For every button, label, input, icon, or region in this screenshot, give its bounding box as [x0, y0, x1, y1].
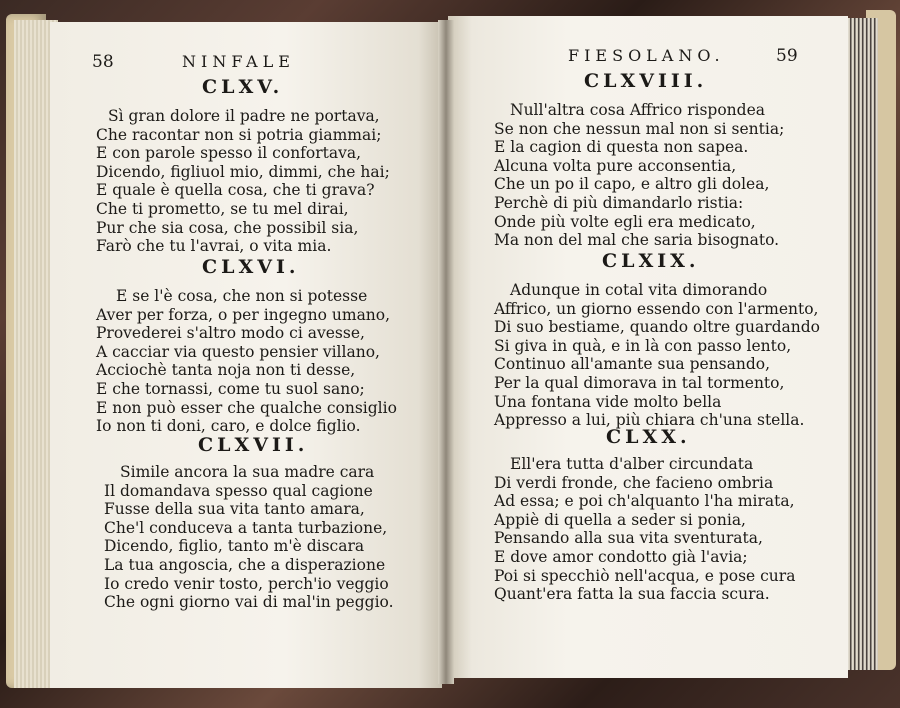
- verse-line: Farò che tu l'avrai, o vita mia.: [96, 237, 332, 256]
- verse-line: Adunque in cotal vita dimorando: [510, 281, 768, 299]
- verse-line: Di verdi fronde, che facieno ombria: [494, 473, 774, 492]
- verse-line: Ad essa; e poi ch'alquanto l'ha mirata,: [494, 492, 795, 511]
- verse-line: Provederei s'altro modo ci avesse,: [96, 324, 365, 343]
- book-gutter: [438, 20, 454, 684]
- verse-line: Il domandava spesso qual cagione: [104, 481, 373, 500]
- verse-line: Ma non del mal che saria bisognato.: [494, 231, 780, 250]
- verse-line: Perchè di più dimandarlo ristia:: [494, 194, 744, 212]
- verse-line: E che tornassi, come tu suol sano;: [96, 380, 365, 398]
- verse-line: E quale è quella cosa, che ti grava?: [96, 181, 375, 200]
- left-running-head: NINFALE: [182, 52, 295, 71]
- verse-line: Che ogni giorno vai di mal'in peggio.: [104, 593, 394, 612]
- verse-line: Alcuna volta pure acconsentia,: [494, 156, 737, 175]
- verse-line: La tua angoscia, che a disperazione: [104, 556, 386, 574]
- right-page-number: 59: [776, 46, 798, 66]
- verse-line: E se l'è cosa, che non si potesse: [116, 287, 368, 305]
- stanza-heading: CLXVIII.: [584, 70, 708, 92]
- verse-line: Che ti prometto, se tu mel dirai,: [96, 200, 349, 218]
- stanza-heading: CLXV.: [202, 76, 284, 98]
- verse-line: E dove amor condotto già l'avia;: [494, 548, 748, 566]
- stanza-heading: CLXVII.: [198, 434, 309, 456]
- verse-line: Null'altra cosa Affrico rispondea: [510, 101, 765, 119]
- verse-line: Simile ancora la sua madre cara: [120, 463, 375, 481]
- verse-line: Che'l conduceva a tanta turbazione,: [104, 518, 388, 537]
- verse-line: Ell'era tutta d'alber circundata: [510, 455, 754, 473]
- verse-line: Sì gran dolore il padre ne portava,: [108, 107, 380, 125]
- right-running-head: FIESOLANO.: [568, 46, 725, 65]
- verse-line: E non può esser che qualche consiglio: [96, 398, 397, 417]
- verse-line: Fusse della sua vita tanto amara,: [104, 500, 365, 519]
- verse-line: Pensando alla sua vita sventurata,: [494, 529, 763, 548]
- verse-line: Io non ti doni, caro, e dolce figlio.: [96, 417, 361, 436]
- verse-line: Di suo bestiame, quando oltre guardando: [494, 318, 820, 337]
- verse-line: Se non che nessun mal non si sentia;: [494, 119, 785, 138]
- verse-line: Acciochè tanta noja non ti desse,: [96, 361, 356, 380]
- verse-line: Io credo venir tosto, perch'io veggio: [104, 574, 389, 593]
- verse-line: Dicendo, figlio, tanto m'è discara: [104, 537, 365, 556]
- verse-line: Una fontana vide molto bella: [494, 392, 722, 411]
- stanza-heading: CLXVI.: [202, 256, 300, 278]
- stanza-heading: CLXIX.: [602, 250, 700, 272]
- verse-line: Appiè di quella a seder si ponia,: [494, 510, 746, 529]
- stanza-heading: CLXX.: [606, 426, 691, 448]
- verse-line: Che un po il capo, e altro gli dolea,: [494, 175, 770, 194]
- verse-line: E la cagion di questa non sapea.: [494, 138, 749, 157]
- verse-line: Onde più volte egli era medicato,: [494, 212, 756, 231]
- verse-line: Quant'era fatta la sua faccia scura.: [494, 585, 770, 604]
- verse-line: Appresso a lui, più chiara ch'una stella.: [494, 411, 805, 430]
- verse-line: Per la qual dimorava in tal tormento,: [494, 374, 785, 392]
- verse-line: E con parole spesso il confortava,: [96, 144, 362, 163]
- verse-line: A cacciar via questo pensier villano,: [96, 342, 380, 361]
- verse-line: Affrico, un giorno essendo con l'armento,: [494, 299, 819, 318]
- verse-line: Dicendo, figliuol mio, dimmi, che hai;: [96, 162, 390, 181]
- verse-line: Aver per forza, o per ingegno umano,: [96, 305, 391, 324]
- left-page-number: 58: [92, 52, 114, 72]
- verse-line: Pur che sia cosa, che possibil sia,: [96, 218, 359, 237]
- verse-line: Che racontar non si potria giammai;: [96, 125, 382, 144]
- verse-line: Poi si specchiò nell'acqua, e pose cura: [494, 566, 796, 585]
- verse-line: Si giva in quà, e in là con passo lento,: [494, 336, 792, 355]
- verse-line: Continuo all'amante sua pensando,: [494, 355, 771, 374]
